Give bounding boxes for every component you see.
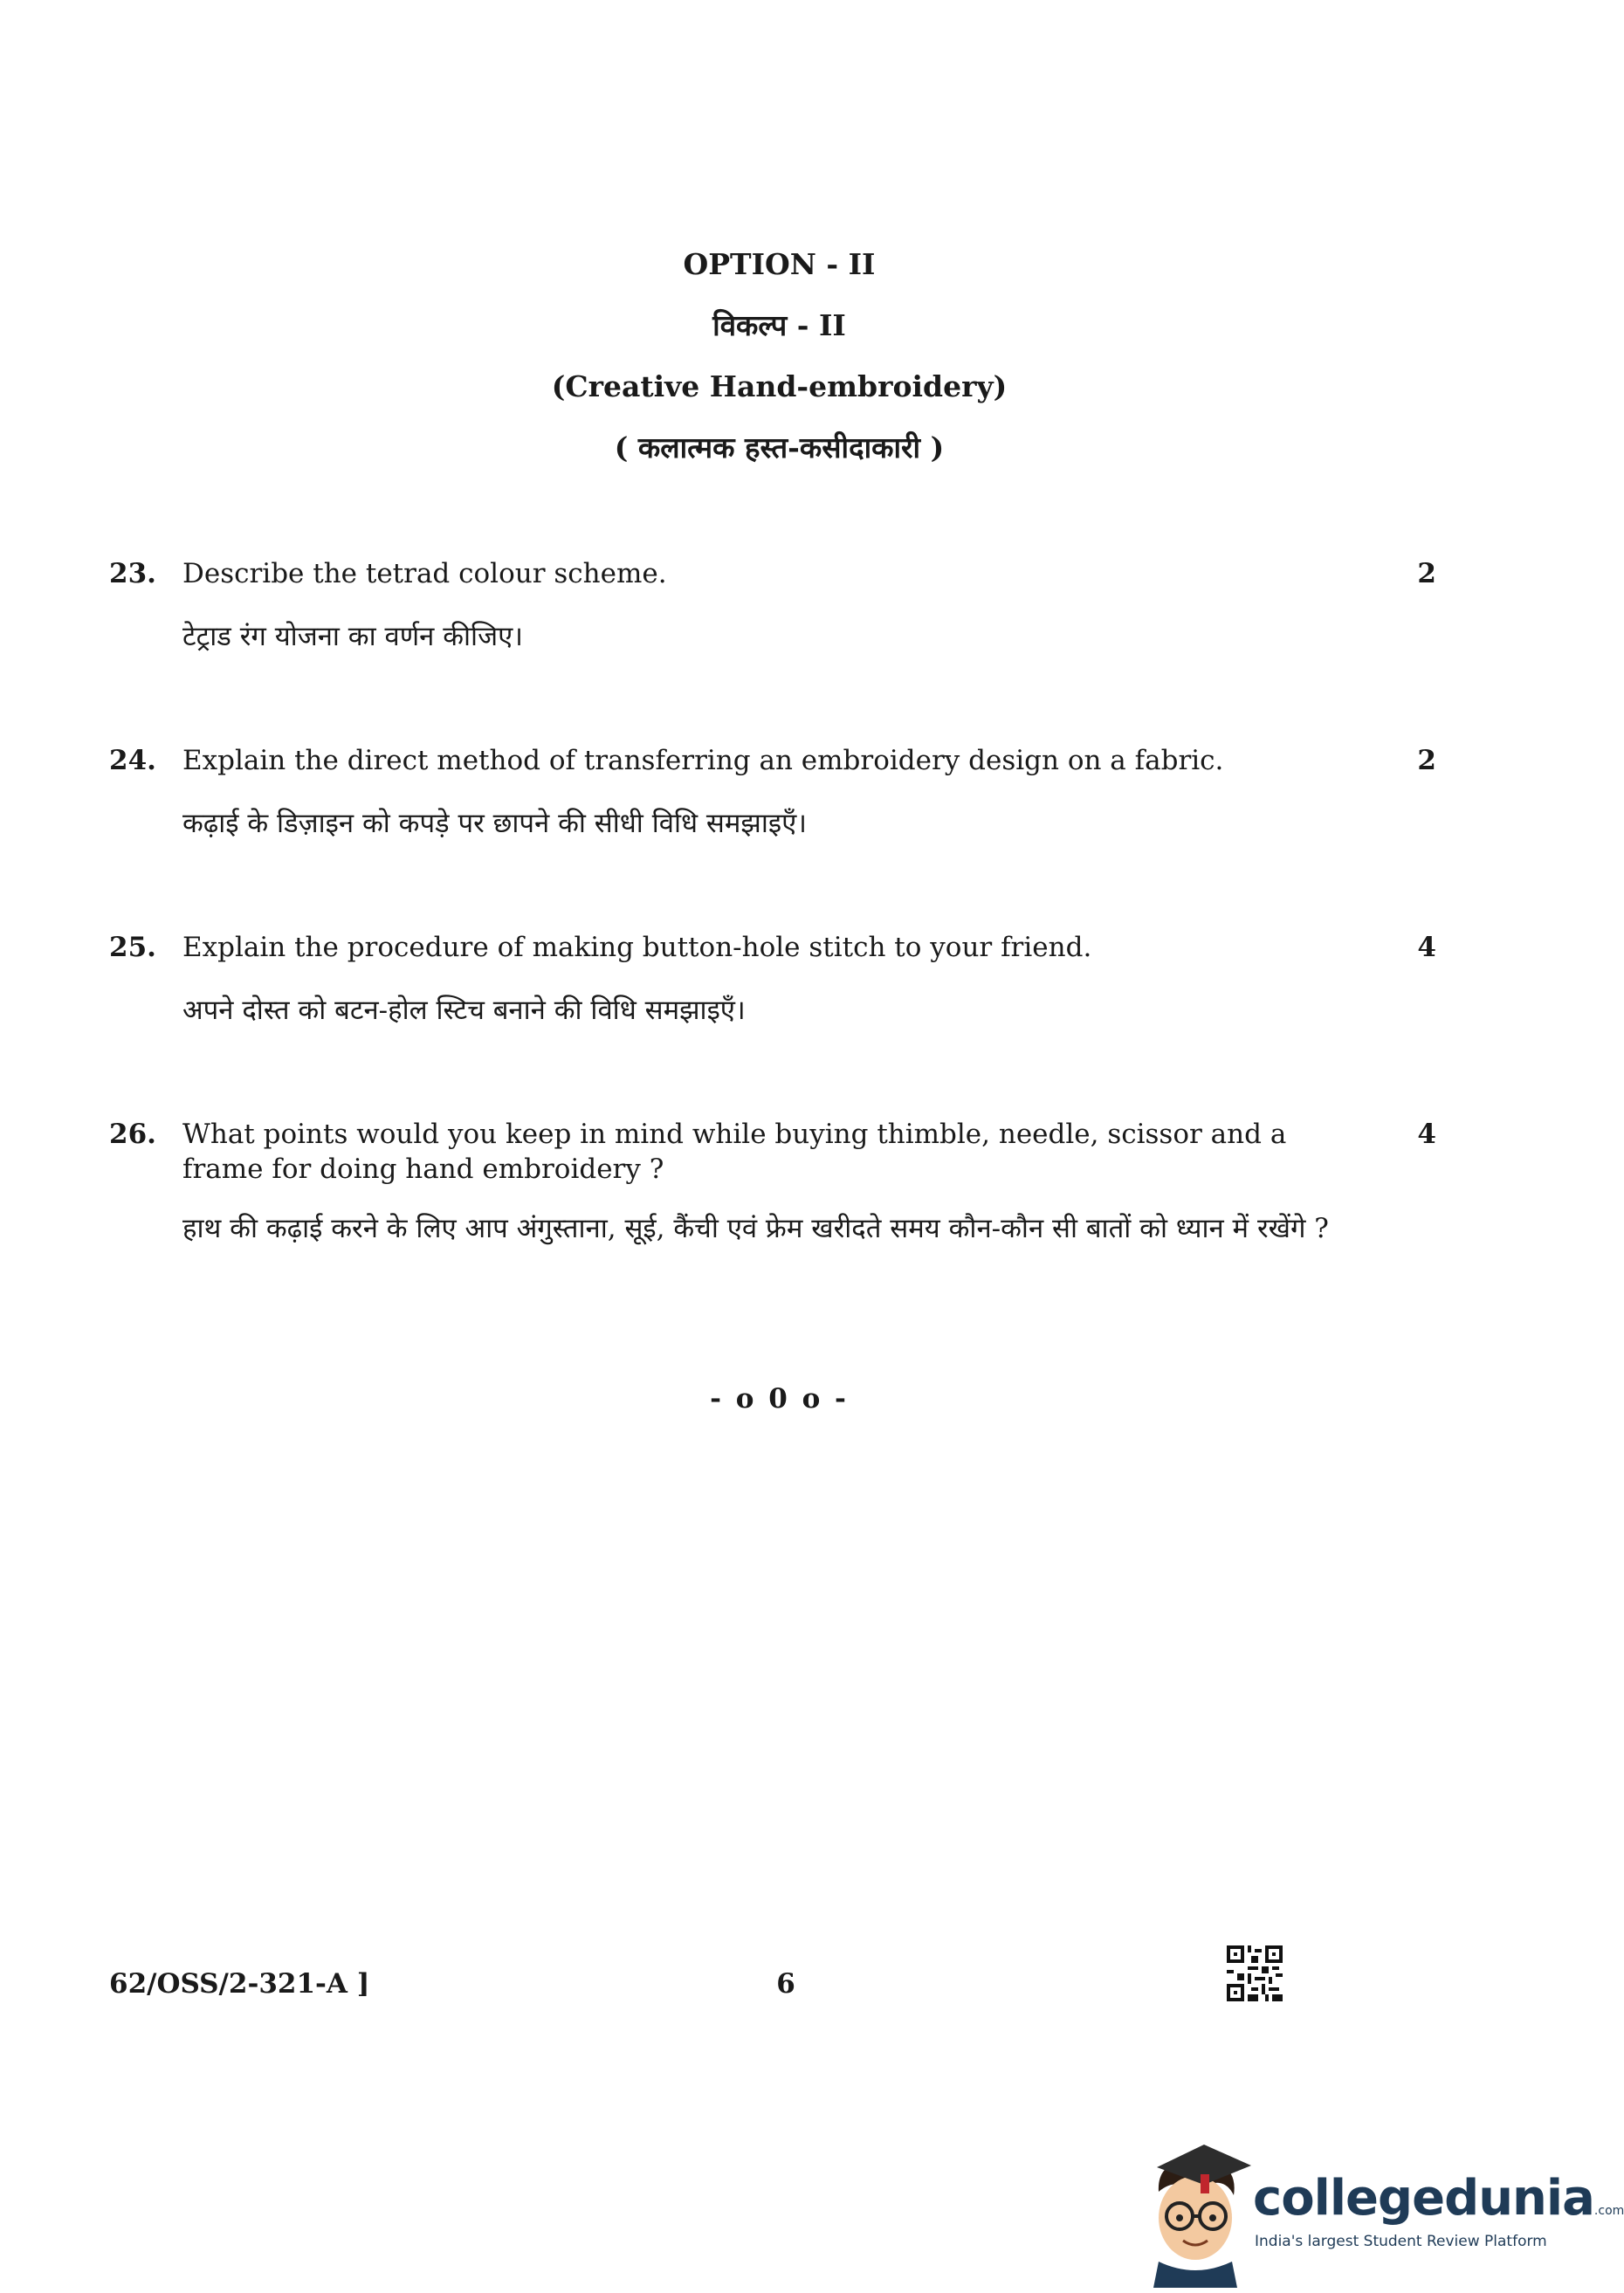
- question-24: [109, 743, 1436, 848]
- question-23: [109, 556, 1436, 661]
- question-marks: 4: [1417, 1119, 1436, 1150]
- brand-name: collegedunia: [1253, 2170, 1594, 2227]
- question-text-en: Explain the direct method of transferring an embroidery design on a fabric.: [182, 745, 1224, 776]
- end-of-paper-marker: - o 0 o -: [710, 1383, 849, 1415]
- page-number: 6: [776, 1968, 795, 2000]
- brand-tagline: India's largest Student Review Platform: [1255, 2233, 1547, 2250]
- qr-code-icon: [1227, 1945, 1283, 2001]
- brand-tld: .com: [1593, 2204, 1624, 2218]
- option-title-en: OPTION - II: [683, 247, 876, 281]
- student-mascot-icon: [1139, 2131, 1253, 2288]
- question-text-en: Describe the tetrad colour scheme.: [182, 558, 667, 589]
- question-text-en: Explain the procedure of making button-hole stitch to your friend.: [182, 932, 1092, 963]
- question-text-hi: कढ़ाई के डिज़ाइन को कपड़े पर छापने की सीधी विधि समझाइएँ।: [182, 808, 807, 839]
- question-number: 23.: [109, 558, 156, 589]
- question-number: 25.: [109, 932, 156, 963]
- collegedunia-watermark: [1139, 2131, 1624, 2288]
- question-text-hi: अपने दोस्त को बटन-होल स्टिच बनाने की विधि समझाइएँ।: [182, 995, 746, 1026]
- brand-wordmark: [1253, 2172, 1624, 2237]
- question-number: 26.: [109, 1119, 156, 1150]
- question-text-en: What points would you keep in mind while buying thimble, needle, scissor and a frame for doing hand embroidery ?: [182, 1119, 1287, 1185]
- question-text-hi: टेट्राड रंग योजना का वर्णन कीजिए।: [182, 621, 523, 652]
- question-marks: 4: [1417, 932, 1436, 963]
- subject-title-hi: ( कलात्मक हस्त-कसीदाकारी ): [614, 430, 945, 465]
- subject-title-en: (Creative Hand-embroidery): [551, 369, 1008, 403]
- question-25: [109, 930, 1436, 1035]
- question-marks: 2: [1417, 745, 1436, 776]
- option-title-hi: विकल्प - II: [712, 308, 846, 342]
- paper-code: 62/OSS/2-321-A ]: [109, 1968, 370, 2000]
- question-number: 24.: [109, 745, 156, 776]
- question-26: [109, 1117, 1436, 1291]
- question-text-hi: हाथ की कढ़ाई करने के लिए आप अंगुस्ताना, सूई, कैंची एवं फ्रेम खरीदते समय कौन-कौन सी बातों को ध्यान में रखेंगे ?: [182, 1213, 1329, 1244]
- question-marks: 2: [1417, 558, 1436, 589]
